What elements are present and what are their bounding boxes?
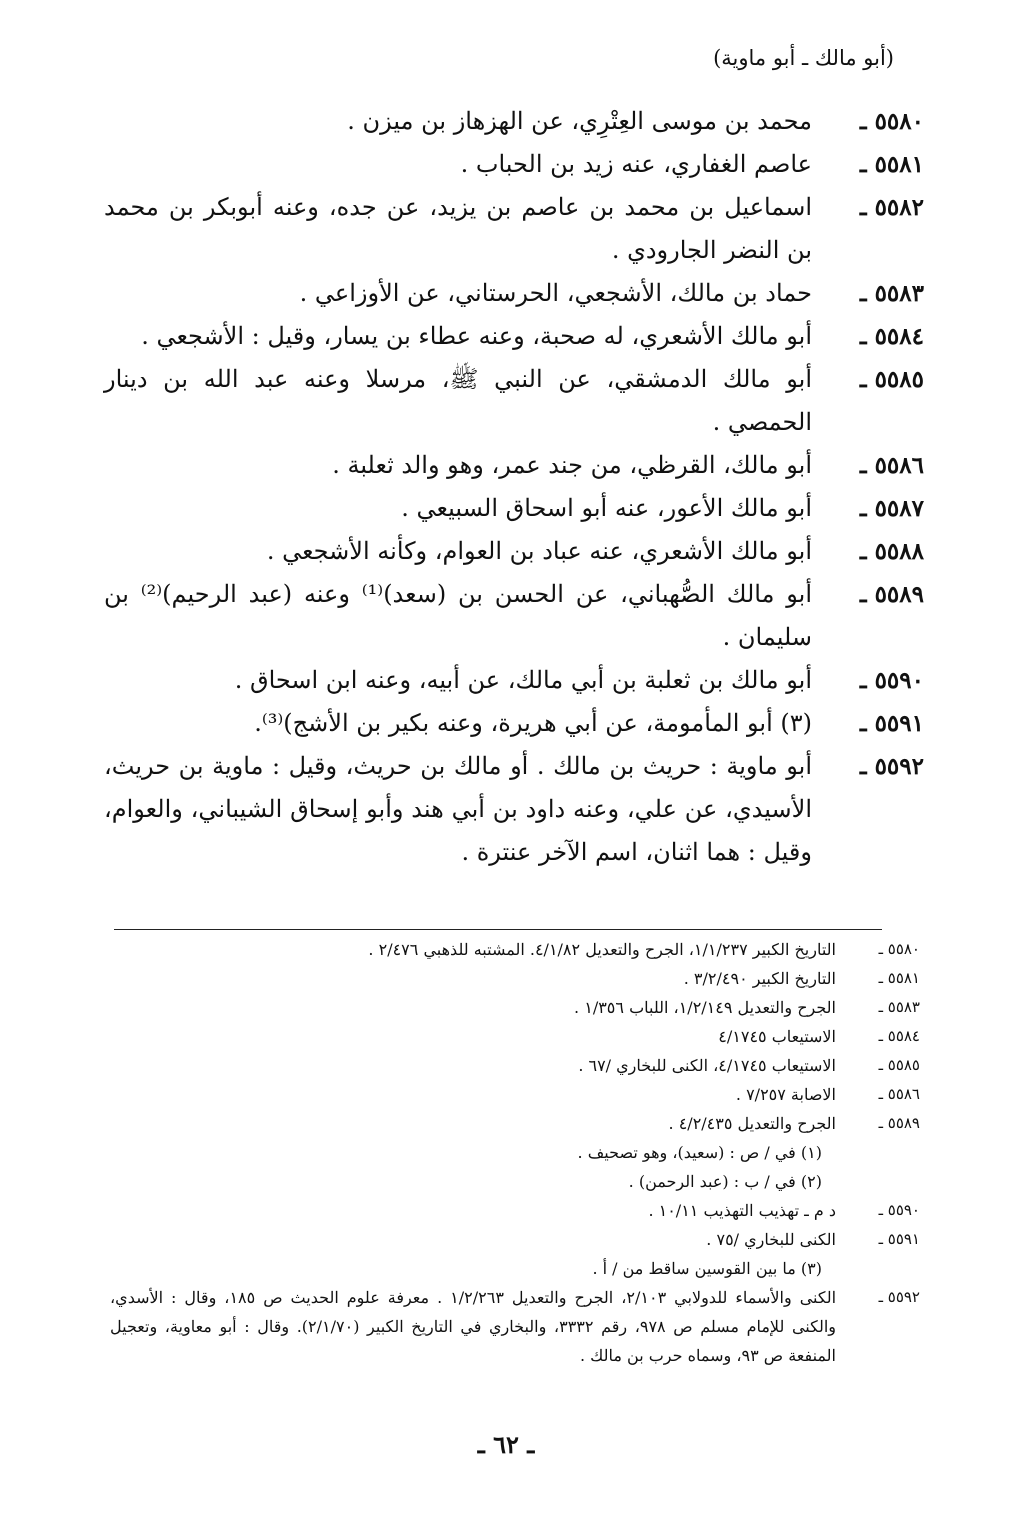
entry-text: أبو مالك الدمشقي، عن النبي ﷺ، مرسلا وعنه عبد الله بن دينار الحمصي . — [104, 365, 812, 436]
footnote-text: الكنى للبخاري /٧٥ . — [706, 1230, 836, 1249]
footnote — [110, 1022, 920, 1051]
entry-number: ٥٥٨٤ ـ — [859, 323, 924, 350]
footnote-text: (١) في / ص : (سعيد)، وهو تصحيف . — [577, 1143, 822, 1162]
entry-text: (٣) أبو المأمومة، عن أبي هريرة، وعنه بكير بن الأشج)⁽³⁾. — [254, 709, 812, 737]
entry-text: أبو مالك الأشعري، له صحبة، وعنه عطاء بن يسار، وقيل : الأشجعي . — [141, 322, 812, 350]
footnote — [110, 1283, 920, 1370]
entry-text: أبو مالك بن ثعلبة بن أبي مالك، عن أبيه، وعنه ابن اسحاق . — [234, 666, 812, 694]
footnote-number: ٥٥٩٢ ـ — [878, 1288, 920, 1306]
entry-number: ٥٥٩٢ ـ — [859, 753, 924, 780]
footnote — [110, 1109, 920, 1138]
footnote — [110, 964, 920, 993]
entry-text: أبو مالك، القرظي، من جند عمر، وهو والد ثعلبة . — [332, 451, 812, 479]
entry-number: ٥٥٨٣ ـ — [859, 280, 924, 307]
entry-number: ٥٥٨٥ ـ — [859, 366, 924, 393]
running-header: (أبو مالك ـ أبو ماوية) — [713, 46, 894, 70]
entry — [104, 530, 924, 573]
footnote-text: التاريخ الكبير ١/١/٢٣٧، الجرح والتعديل ٤/١/٨٢. المشتبه للذهبي ٢/٤٧٦ . — [368, 940, 836, 959]
entries-list — [104, 100, 924, 874]
entry — [104, 186, 924, 272]
entry-text: محمد بن موسى العِتْرِي، عن الهزهاز بن ميزن . — [347, 107, 812, 135]
footnote-number: ٥٥٨٥ ـ — [878, 1056, 920, 1074]
footnote-text: التاريخ الكبير ٣/٢/٤٩٠ . — [683, 969, 836, 988]
entry — [104, 272, 924, 315]
footnote-number: ٥٥٨٦ ـ — [878, 1085, 920, 1103]
footnote-text: (٢) في / ب : (عبد الرحمن) . — [628, 1172, 822, 1191]
footnote — [110, 1080, 920, 1109]
entry — [104, 444, 924, 487]
footnote-number: ٥٥٨٩ ـ — [878, 1114, 920, 1132]
entry-number: ٥٥٨٦ ـ — [859, 452, 924, 479]
entry-number: ٥٥٨٧ ـ — [859, 495, 924, 522]
footnote-text: (٣) ما بين القوسين ساقط من / أ . — [592, 1259, 822, 1278]
footnote-number: ٥٥٨١ ـ — [878, 969, 920, 987]
entry-text: أبو مالك الصُّهباني، عن الحسن بن (سعد)⁽¹⁾ وعنه (عبد الرحيم)⁽²⁾ بن سليمان . — [104, 580, 813, 651]
footnote-subnote — [110, 1254, 920, 1283]
footnote-separator — [114, 929, 882, 930]
entry — [104, 573, 924, 659]
entry-number: ٥٥٩٠ ـ — [859, 667, 924, 694]
entry-number: ٥٥٨٩ ـ — [859, 581, 924, 608]
entry-text: عاصم الغفاري، عنه زيد بن الحباب . — [460, 150, 812, 178]
footnote-subnote — [110, 1138, 920, 1167]
footnote — [110, 1196, 920, 1225]
footnote-text: الاستيعاب ٤/١٧٤٥، الكنى للبخاري /٦٧ . — [578, 1056, 836, 1075]
entry-number: ٥٥٩١ ـ — [859, 710, 924, 737]
footnote-text: الجرح والتعديل ٤/٢/٤٣٥ . — [668, 1114, 836, 1133]
entry — [104, 702, 924, 745]
entry — [104, 487, 924, 530]
footnote-number: ٥٥٩٠ ـ — [878, 1201, 920, 1219]
footnotes-list — [110, 935, 920, 1370]
entry — [104, 659, 924, 702]
entry — [104, 100, 924, 143]
footnote-text: الكنى والأسماء للدولابي ٢/١٠٣، الجرح والتعديل ١/٢/٢٦٣ . معرفة علوم الحديث ص ١٨٥، وقال : الأسدي، والكنى للإمام مسلم ص ٩٧٨، رقم ٣٣٣٢، والبخاري في التاريخ الكبير (٢/١/٧٠). وقال : أبو معاوية، وتعجيل المنفعة ص ٩٣، وسماه حرب بن مالك . — [110, 1288, 837, 1365]
entry — [104, 745, 924, 874]
footnote — [110, 1225, 920, 1254]
entry-number: ٥٥٨٠ ـ — [859, 108, 924, 135]
entry-number: ٥٥٨٢ ـ — [859, 194, 924, 221]
entry-text: أبو مالك الأشعري، عنه عباد بن العوام، وكأنه الأشجعي . — [266, 537, 812, 565]
entry — [104, 315, 924, 358]
footnote-number: ٥٥٨٣ ـ — [878, 998, 920, 1016]
footnote — [110, 1051, 920, 1080]
footnote-text: د م ـ تهذيب التهذيب ١٠/١١ . — [648, 1201, 836, 1220]
entry-text: اسماعيل بن محمد بن عاصم بن يزيد، عن جده، وعنه أبوبكر بن محمد بن النضر الجارودي . — [104, 193, 812, 264]
entry-number: ٥٥٨١ ـ — [859, 151, 924, 178]
entry-text: أبو ماوية : حريث بن مالك . أو مالك بن حريث، وقيل : ماوية بن حريث، الأسيدي، عن علي، وعنه داود بن أبي هند وأبو إسحاق الشيباني، والعوام، وقيل : هما اثنان، اسم الآخر عنترة . — [104, 752, 812, 866]
footnote-number: ٥٥٨٠ ـ — [878, 940, 920, 958]
footnote-text: الاصابة ٧/٢٥٧ . — [735, 1085, 836, 1104]
footnote — [110, 993, 920, 1022]
footnote-subnote — [110, 1167, 920, 1196]
footnote-text: الجرح والتعديل ١/٢/١٤٩، اللباب ١/٣٥٦ . — [574, 998, 836, 1017]
footnote-number: ٥٥٨٤ ـ — [878, 1027, 920, 1045]
page-number: ـ ٦٢ ـ — [477, 1430, 535, 1459]
footnote — [110, 935, 920, 964]
entry-number: ٥٥٨٨ ـ — [859, 538, 924, 565]
entry-text: أبو مالك الأعور، عنه أبو اسحاق السبيعي . — [401, 494, 812, 522]
footnote-text: الاستيعاب ٤/١٧٤٥ — [718, 1027, 836, 1046]
entry — [104, 358, 924, 444]
footnote-number: ٥٥٩١ ـ — [878, 1230, 920, 1248]
entry-text: حماد بن مالك، الأشجعي، الحرستاني، عن الأوزاعي . — [299, 279, 812, 307]
entry — [104, 143, 924, 186]
